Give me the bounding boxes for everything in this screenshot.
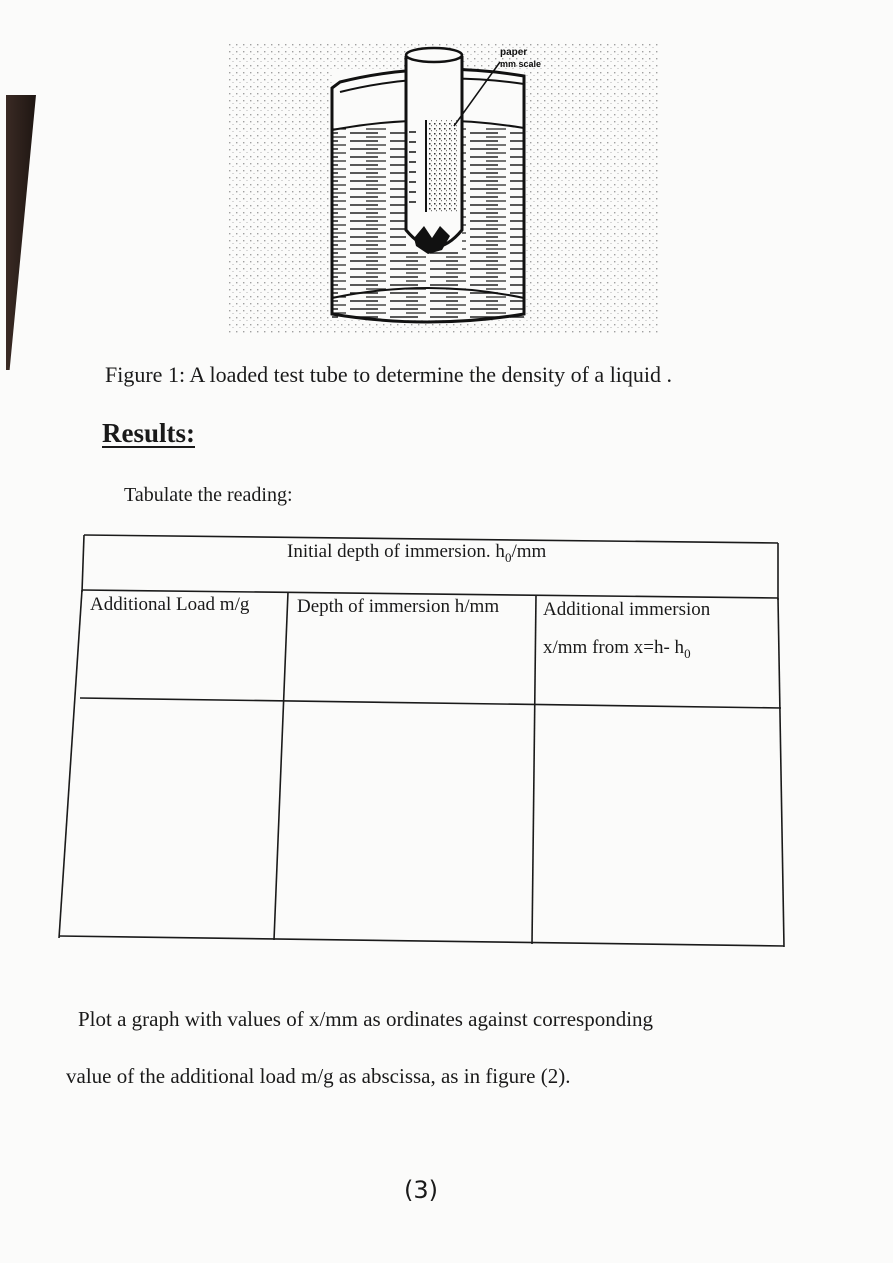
mm-scale-label: mm scale <box>500 59 542 69</box>
paper-label: paper <box>500 47 528 58</box>
column-header-additional-load: Additional Load m/g <box>90 594 250 615</box>
instruction-line-1: Plot a graph with values of x/mm as ordinates against corresponding <box>78 1007 654 1031</box>
column-header-additional-immersion: Additional immersion <box>543 599 711 620</box>
table-title-initial-depth: Initial depth of immersion. $h_0/mm$ <box>287 541 547 565</box>
tabulate-instruction: Tabulate the reading: <box>124 484 293 506</box>
column-header-additional-immersion-formula: x/mm from x=h- $h_0$ <box>543 637 691 661</box>
page-number: (3) <box>404 1176 438 1204</box>
figure-caption-text: A loaded test tube to determine the density of a liquid . <box>189 362 673 387</box>
figure-label: Figure 1: <box>105 362 186 387</box>
column-header-depth-of-immersion: Depth of immersion h/mm <box>297 596 500 617</box>
results-heading: Results: <box>102 418 195 448</box>
instruction-line-2: value of the additional load m/g as abscissa, as in figure (2). <box>66 1064 571 1088</box>
